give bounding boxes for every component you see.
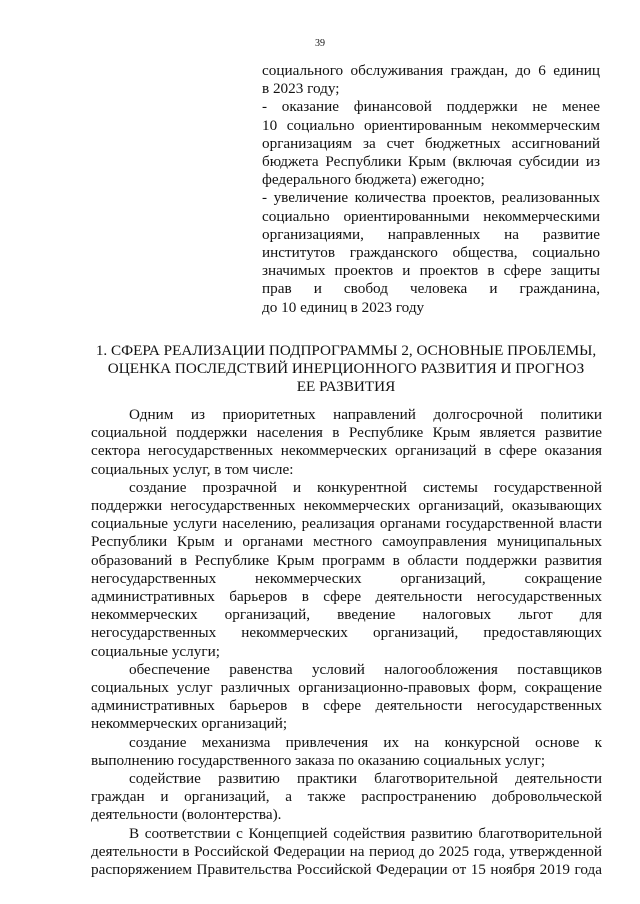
targets-line: - оказание финансовой поддержки не менее [262, 98, 600, 116]
targets-line: социального обслуживания граждан, до 6 единиц [262, 62, 600, 79]
text-line: социальной поддержки населения в Республике Крым является развитие [91, 424, 602, 442]
text-line: социальных услуг различных организационно-правовых форм, сокращение [91, 679, 602, 697]
targets-line: 10 социально ориентированным некоммерческим [262, 116, 600, 134]
text-line: социальных услуг, в том числе: [91, 460, 294, 478]
text-line: образований в Республике Крым программ в области поддержки развития [91, 551, 602, 569]
text-line: выполнению государственного заказа по оказанию социальных услуг; [91, 751, 546, 769]
text-line: негосударственных некоммерческих организаций, предоставляющих [91, 624, 602, 642]
targets-line: значимых проектов и проектов в сфере защиты [262, 262, 600, 280]
text-line: деятельности в Российской Федерации на период до 2025 года, утвержденной [91, 842, 602, 860]
text-line: В соответствии с Концепцией содействия развитию благотворительной [129, 824, 602, 842]
targets-column [262, 62, 600, 317]
text-line: административных барьеров в сфере деятельности негосударственных [91, 697, 602, 715]
text-line: некоммерческих организаций; [91, 715, 288, 733]
targets-line: бюджета Республики Крым (включая субсидии из [262, 153, 600, 171]
heading-line: 1. СФЕРА РЕАЛИЗАЦИИ ПОДПРОГРАММЫ 2, ОСНОВНЫЕ ПРОБЛЕМЫ, [95, 342, 597, 359]
targets-line: социально ориентированными некоммерческими [262, 207, 600, 225]
page-number: 39 [315, 38, 325, 49]
text-line: социальные услуги населению, реализация органами государственной власти [91, 515, 602, 533]
targets-line: - увеличение количества проектов, реализованных [262, 189, 600, 207]
paragraph-transparent-system [91, 479, 602, 661]
text-line: деятельности (волонтерства). [91, 806, 282, 824]
text-line: содействие развитию практики благотворительной деятельности [129, 770, 602, 788]
heading-line: ЕЕ РАЗВИТИЯ [296, 378, 396, 395]
text-line: распоряжением Правительства Российской Федерации от 15 ноября 2019 года [91, 861, 602, 879]
text-line: поддержки негосударственных некоммерческих организаций, оказывающих [91, 497, 602, 515]
text-line: Республики Крым и органами местного самоуправления муниципальных [91, 533, 602, 551]
paragraph-intro [91, 406, 602, 479]
targets-line: в 2023 году; [262, 80, 340, 98]
text-line: Одним из приоритетных направлений долгосрочной политики [129, 406, 602, 423]
text-line: административных барьеров в сфере деятельности негосударственных [91, 588, 602, 606]
targets-line: институтов гражданского общества, социально [262, 244, 600, 262]
text-line: социальные услуги; [91, 642, 220, 660]
text-line: обеспечение равенства условий налогообложения поставщиков [129, 660, 602, 678]
targets-line: организациям за счет бюджетных ассигнований [262, 134, 600, 152]
section-heading [90, 342, 602, 396]
text-line: сектора негосударственных некоммерческих организаций в сфере оказания [91, 442, 602, 460]
paragraph-competitive-mechanism [91, 734, 602, 770]
heading-line: ОЦЕНКА ПОСЛЕДСТВИЙ ИНЕРЦИОННОГО РАЗВИТИЯ И ПРОГНОЗ [107, 360, 585, 377]
targets-line: до 10 единиц в 2023 году [262, 298, 425, 316]
text-line: некоммерческих организаций, введение налоговых льгот для [91, 606, 602, 624]
paragraph-charity [91, 770, 602, 825]
text-line: граждан и организаций, а также распространению добровольческой [91, 788, 602, 806]
targets-line: прав и свобод человека и гражданина, [262, 280, 600, 298]
paragraph-tax-equality [91, 661, 602, 734]
targets-line: организациями, направленных на развитие [262, 225, 600, 243]
targets-line: федерального бюджета) ежегодно; [262, 171, 485, 189]
text-line: создание механизма привлечения их на конкурсной основе к [129, 733, 602, 751]
paragraph-concept [91, 825, 602, 880]
text-line: негосударственных некоммерческих организаций, сокращение [91, 569, 602, 587]
text-line: создание прозрачной и конкурентной системы государственной [129, 478, 602, 496]
body-text [91, 406, 602, 879]
